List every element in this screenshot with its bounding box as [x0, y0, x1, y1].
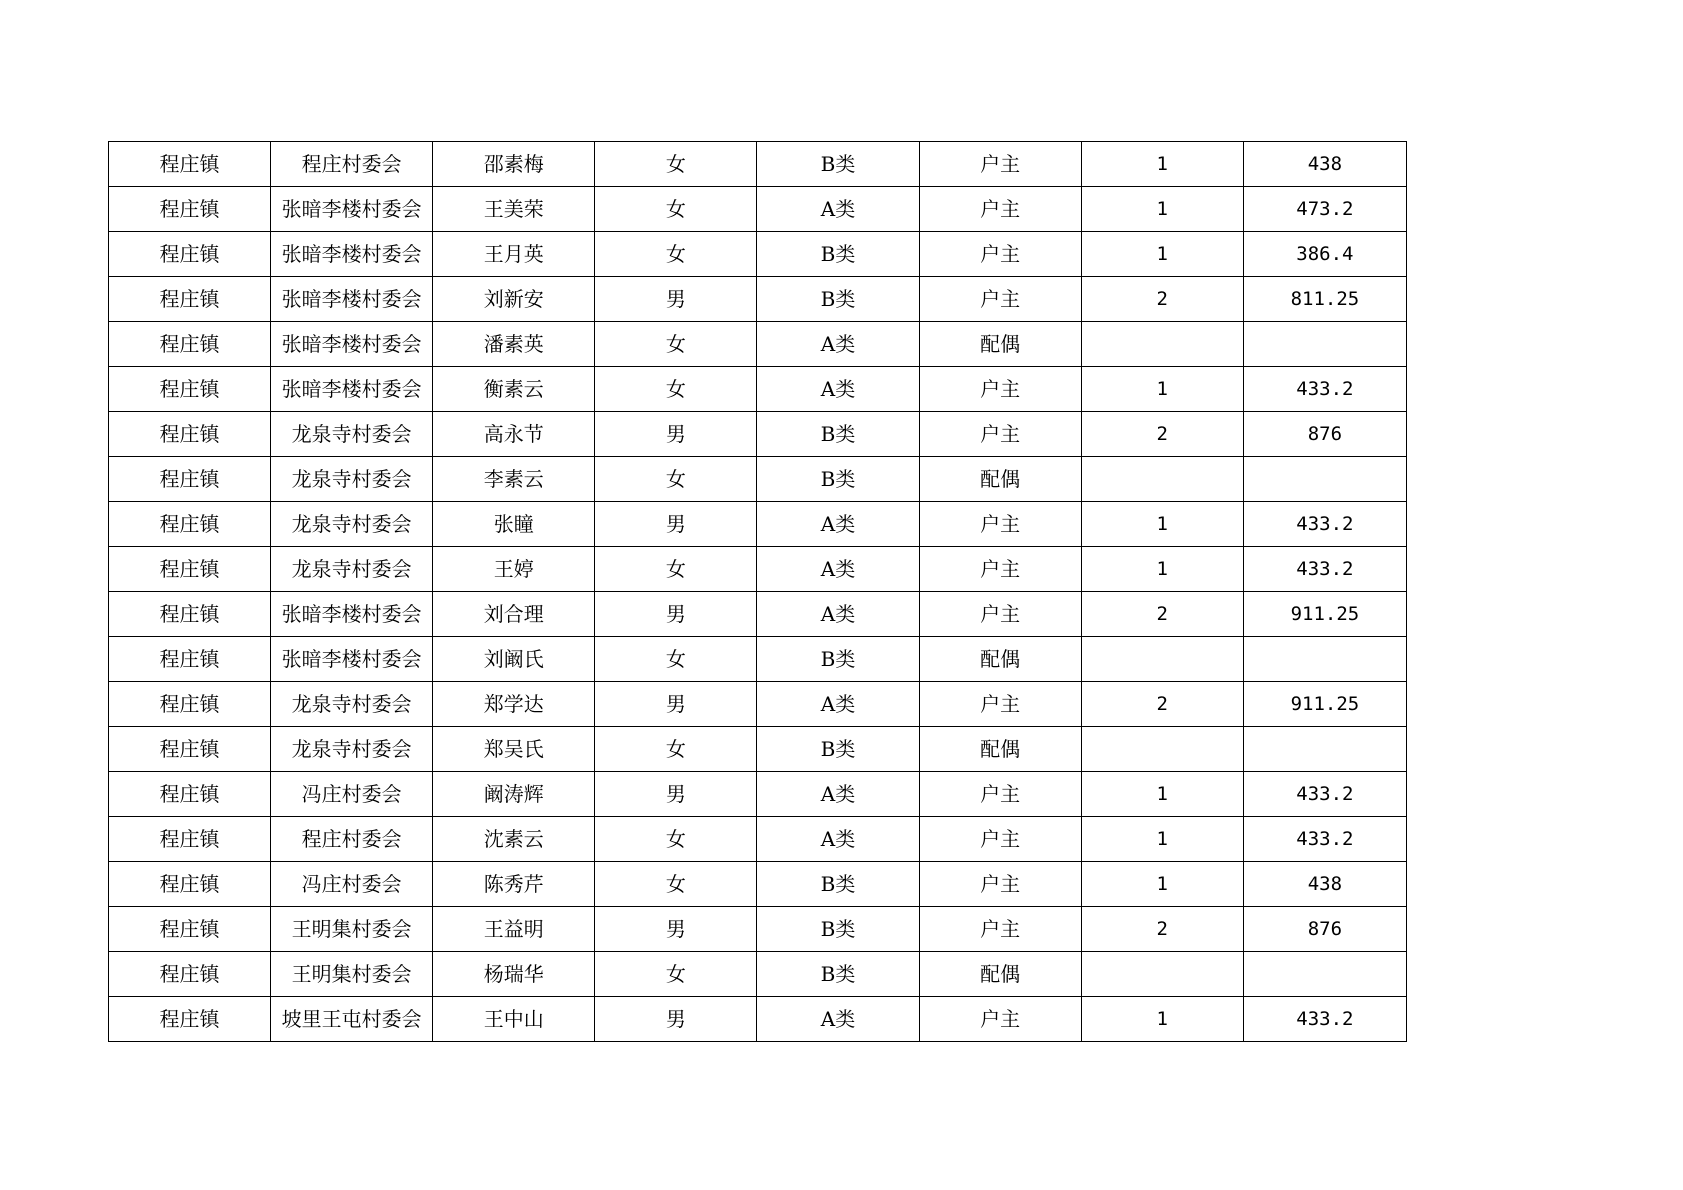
category-cell: B类: [757, 952, 919, 997]
village-committee-cell: 王明集村委会: [271, 907, 433, 952]
amount-cell: [1243, 637, 1406, 682]
category-cell: A类: [757, 772, 919, 817]
name-cell: 刘合理: [433, 592, 595, 637]
household-count-cell: [1081, 952, 1243, 997]
relation-cell: 配偶: [919, 322, 1081, 367]
amount-cell: 811.25: [1243, 277, 1406, 322]
household-count-cell: 2: [1081, 682, 1243, 727]
spreadsheet-page: [108, 141, 1407, 1042]
category-cell: A类: [757, 547, 919, 592]
category-cell: B类: [757, 277, 919, 322]
household-count-cell: 1: [1081, 997, 1243, 1042]
amount-cell: 876: [1243, 907, 1406, 952]
household-count-cell: [1081, 322, 1243, 367]
gender-cell: 女: [595, 817, 757, 862]
category-cell: B类: [757, 862, 919, 907]
household-count-cell: 2: [1081, 412, 1243, 457]
town-cell: 程庄镇: [109, 322, 271, 367]
village-committee-cell: 张暗李楼村委会: [271, 187, 433, 232]
name-cell: 张瞳: [433, 502, 595, 547]
amount-cell: 433.2: [1243, 502, 1406, 547]
village-committee-cell: 程庄村委会: [271, 817, 433, 862]
name-cell: 王月英: [433, 232, 595, 277]
village-committee-cell: 龙泉寺村委会: [271, 547, 433, 592]
name-cell: 郑学达: [433, 682, 595, 727]
gender-cell: 男: [595, 502, 757, 547]
table-row: [109, 412, 1407, 457]
town-cell: 程庄镇: [109, 142, 271, 187]
town-cell: 程庄镇: [109, 412, 271, 457]
town-cell: 程庄镇: [109, 862, 271, 907]
village-committee-cell: 张暗李楼村委会: [271, 592, 433, 637]
relation-cell: 配偶: [919, 637, 1081, 682]
village-committee-cell: 王明集村委会: [271, 952, 433, 997]
amount-cell: [1243, 727, 1406, 772]
relation-cell: 户主: [919, 592, 1081, 637]
relation-cell: 配偶: [919, 727, 1081, 772]
table-row: [109, 457, 1407, 502]
relation-cell: 户主: [919, 682, 1081, 727]
amount-cell: 438: [1243, 142, 1406, 187]
amount-cell: [1243, 457, 1406, 502]
town-cell: 程庄镇: [109, 817, 271, 862]
town-cell: 程庄镇: [109, 547, 271, 592]
gender-cell: 男: [595, 997, 757, 1042]
gender-cell: 女: [595, 952, 757, 997]
household-count-cell: 1: [1081, 817, 1243, 862]
gender-cell: 男: [595, 592, 757, 637]
name-cell: 王婷: [433, 547, 595, 592]
relation-cell: 户主: [919, 367, 1081, 412]
name-cell: 杨瑞华: [433, 952, 595, 997]
household-count-cell: 1: [1081, 232, 1243, 277]
relation-cell: 配偶: [919, 457, 1081, 502]
town-cell: 程庄镇: [109, 727, 271, 772]
town-cell: 程庄镇: [109, 592, 271, 637]
village-committee-cell: 张暗李楼村委会: [271, 322, 433, 367]
village-committee-cell: 冯庄村委会: [271, 772, 433, 817]
town-cell: 程庄镇: [109, 952, 271, 997]
household-count-cell: 2: [1081, 592, 1243, 637]
amount-cell: [1243, 952, 1406, 997]
table-row: [109, 817, 1407, 862]
relation-cell: 户主: [919, 187, 1081, 232]
relation-cell: 户主: [919, 907, 1081, 952]
table-row: [109, 907, 1407, 952]
table-row: [109, 952, 1407, 997]
gender-cell: 女: [595, 457, 757, 502]
household-count-cell: 1: [1081, 367, 1243, 412]
name-cell: 王美荣: [433, 187, 595, 232]
household-count-cell: [1081, 727, 1243, 772]
table-row: [109, 277, 1407, 322]
town-cell: 程庄镇: [109, 367, 271, 412]
town-cell: 程庄镇: [109, 637, 271, 682]
household-count-cell: 2: [1081, 907, 1243, 952]
category-cell: B类: [757, 907, 919, 952]
name-cell: 高永节: [433, 412, 595, 457]
name-cell: 衡素云: [433, 367, 595, 412]
category-cell: B类: [757, 637, 919, 682]
gender-cell: 男: [595, 682, 757, 727]
gender-cell: 女: [595, 187, 757, 232]
category-cell: B类: [757, 727, 919, 772]
household-count-cell: 1: [1081, 772, 1243, 817]
town-cell: 程庄镇: [109, 682, 271, 727]
relation-cell: 配偶: [919, 952, 1081, 997]
gender-cell: 男: [595, 412, 757, 457]
table-row: [109, 862, 1407, 907]
town-cell: 程庄镇: [109, 997, 271, 1042]
amount-cell: 876: [1243, 412, 1406, 457]
household-count-cell: 1: [1081, 142, 1243, 187]
household-count-cell: [1081, 637, 1243, 682]
name-cell: 刘新安: [433, 277, 595, 322]
name-cell: 阚涛辉: [433, 772, 595, 817]
village-committee-cell: 张暗李楼村委会: [271, 232, 433, 277]
relation-cell: 户主: [919, 412, 1081, 457]
village-committee-cell: 龙泉寺村委会: [271, 412, 433, 457]
category-cell: A类: [757, 997, 919, 1042]
category-cell: B类: [757, 232, 919, 277]
village-committee-cell: 龙泉寺村委会: [271, 727, 433, 772]
village-committee-cell: 龙泉寺村委会: [271, 502, 433, 547]
table-row: [109, 547, 1407, 592]
category-cell: A类: [757, 817, 919, 862]
household-count-cell: 1: [1081, 187, 1243, 232]
gender-cell: 女: [595, 637, 757, 682]
household-count-cell: 1: [1081, 502, 1243, 547]
relation-cell: 户主: [919, 547, 1081, 592]
gender-cell: 女: [595, 322, 757, 367]
table-row: [109, 727, 1407, 772]
table-row: [109, 772, 1407, 817]
table-row: [109, 322, 1407, 367]
category-cell: B类: [757, 412, 919, 457]
amount-cell: [1243, 322, 1406, 367]
relation-cell: 户主: [919, 772, 1081, 817]
town-cell: 程庄镇: [109, 232, 271, 277]
category-cell: A类: [757, 322, 919, 367]
relation-cell: 户主: [919, 997, 1081, 1042]
table-row: [109, 232, 1407, 277]
town-cell: 程庄镇: [109, 907, 271, 952]
relation-cell: 户主: [919, 502, 1081, 547]
amount-cell: 433.2: [1243, 367, 1406, 412]
relation-cell: 户主: [919, 232, 1081, 277]
category-cell: A类: [757, 592, 919, 637]
table-row: [109, 637, 1407, 682]
table-row: [109, 592, 1407, 637]
gender-cell: 女: [595, 367, 757, 412]
category-cell: A类: [757, 682, 919, 727]
category-cell: A类: [757, 187, 919, 232]
town-cell: 程庄镇: [109, 772, 271, 817]
table-row: [109, 682, 1407, 727]
table-body: [109, 142, 1407, 1042]
household-count-cell: 2: [1081, 277, 1243, 322]
table-row: [109, 187, 1407, 232]
table-row: [109, 997, 1407, 1042]
household-count-cell: 1: [1081, 547, 1243, 592]
amount-cell: 386.4: [1243, 232, 1406, 277]
name-cell: 王中山: [433, 997, 595, 1042]
town-cell: 程庄镇: [109, 277, 271, 322]
relation-cell: 户主: [919, 142, 1081, 187]
village-committee-cell: 龙泉寺村委会: [271, 682, 433, 727]
table-row: [109, 502, 1407, 547]
gender-cell: 男: [595, 772, 757, 817]
household-count-cell: [1081, 457, 1243, 502]
name-cell: 邵素梅: [433, 142, 595, 187]
village-committee-cell: 张暗李楼村委会: [271, 637, 433, 682]
village-committee-cell: 程庄村委会: [271, 142, 433, 187]
amount-cell: 433.2: [1243, 997, 1406, 1042]
name-cell: 李素云: [433, 457, 595, 502]
relation-cell: 户主: [919, 277, 1081, 322]
name-cell: 郑吴氏: [433, 727, 595, 772]
gender-cell: 男: [595, 277, 757, 322]
amount-cell: 911.25: [1243, 682, 1406, 727]
village-committee-cell: 龙泉寺村委会: [271, 457, 433, 502]
relation-cell: 户主: [919, 817, 1081, 862]
gender-cell: 女: [595, 232, 757, 277]
name-cell: 王益明: [433, 907, 595, 952]
amount-cell: 433.2: [1243, 817, 1406, 862]
relation-cell: 户主: [919, 862, 1081, 907]
table-row: [109, 367, 1407, 412]
town-cell: 程庄镇: [109, 187, 271, 232]
category-cell: A类: [757, 367, 919, 412]
town-cell: 程庄镇: [109, 502, 271, 547]
household-count-cell: 1: [1081, 862, 1243, 907]
village-committee-cell: 冯庄村委会: [271, 862, 433, 907]
village-committee-cell: 坡里王屯村委会: [271, 997, 433, 1042]
amount-cell: 473.2: [1243, 187, 1406, 232]
amount-cell: 433.2: [1243, 547, 1406, 592]
category-cell: A类: [757, 502, 919, 547]
village-committee-cell: 张暗李楼村委会: [271, 367, 433, 412]
gender-cell: 女: [595, 142, 757, 187]
amount-cell: 911.25: [1243, 592, 1406, 637]
gender-cell: 男: [595, 907, 757, 952]
gender-cell: 女: [595, 547, 757, 592]
amount-cell: 433.2: [1243, 772, 1406, 817]
amount-cell: 438: [1243, 862, 1406, 907]
category-cell: B类: [757, 142, 919, 187]
gender-cell: 女: [595, 862, 757, 907]
village-committee-cell: 张暗李楼村委会: [271, 277, 433, 322]
category-cell: B类: [757, 457, 919, 502]
gender-cell: 女: [595, 727, 757, 772]
name-cell: 沈素云: [433, 817, 595, 862]
name-cell: 刘阚氏: [433, 637, 595, 682]
table-row: [109, 142, 1407, 187]
name-cell: 陈秀芹: [433, 862, 595, 907]
town-cell: 程庄镇: [109, 457, 271, 502]
data-table: [108, 141, 1407, 1042]
name-cell: 潘素英: [433, 322, 595, 367]
